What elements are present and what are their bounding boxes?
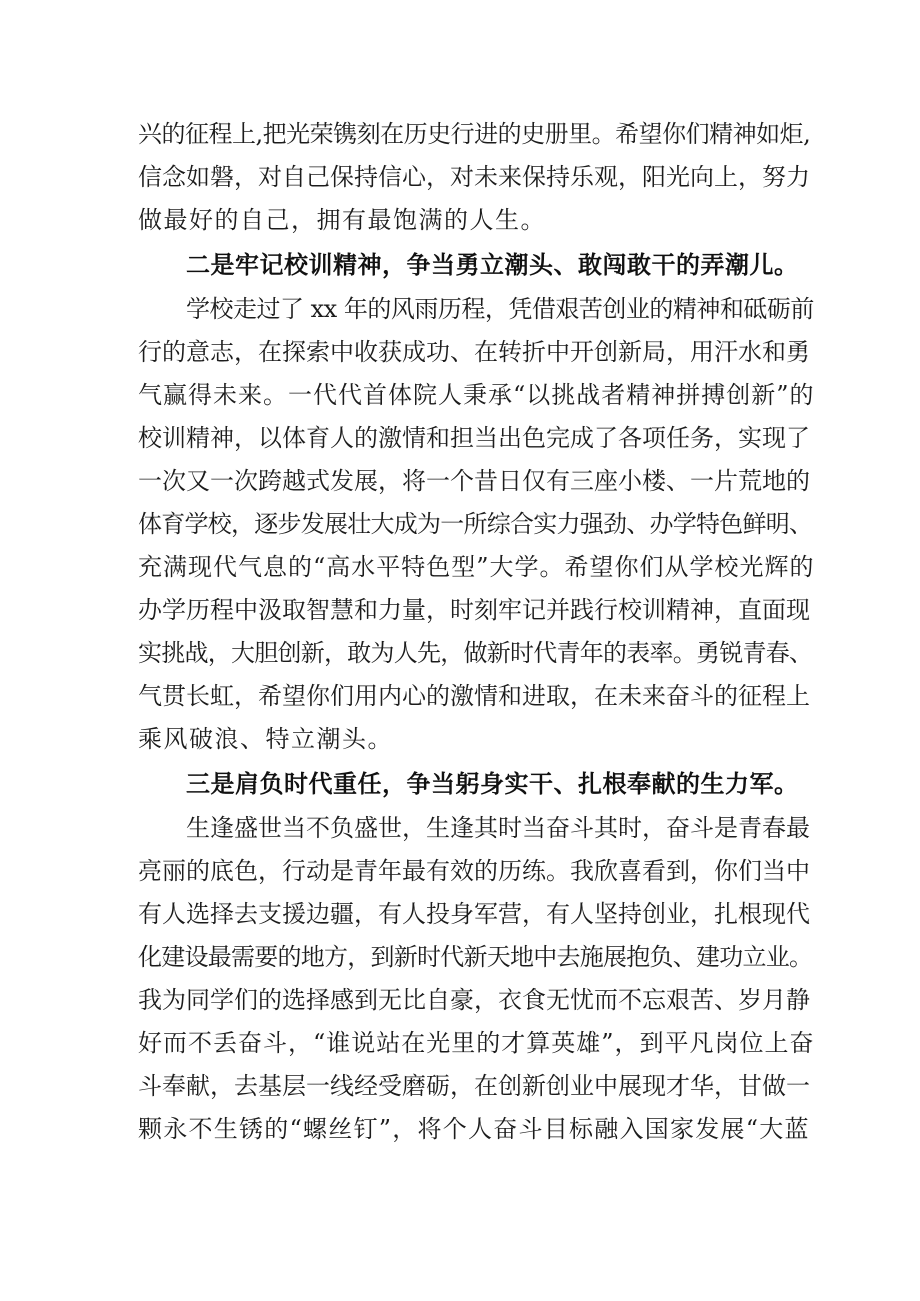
paragraph-line: 化建设最需要的地方，到新时代新天地中去施展抱负、建功立业。 (138, 943, 813, 971)
paragraph-line: 乘风破浪、特立潮头。 (138, 725, 393, 753)
paragraph-line: 信念如磐，对自己保持信心，对未来保持乐观，阳光向上，努力 (138, 163, 810, 191)
paragraph-line: 亮丽的底色，行动是青年最有效的历练。我欣喜看到，你们当中 (138, 857, 810, 885)
paragraph-line: 我为同学们的选择感到无比自豪，衣食无忧而不忘艰苦、岁月静 (138, 986, 810, 1014)
paragraph-line: 好而不丢奋斗，“谁说站在光里的才算英雄”，到平凡岗位上奋 (138, 1029, 815, 1057)
paragraph-line: 实挑战，大胆创新，敢为人先，做新时代青年的表率。勇锐青春、 (138, 639, 813, 667)
paragraph-line: 斗奉献，去基层一线经受磨砺，在创新创业中展现才华，甘做一 (138, 1072, 810, 1100)
paragraph-line: 一次又一次跨越式发展，将一个昔日仅有三座小楼、一片荒地的 (138, 467, 810, 495)
paragraph-line: 做最好的自己，拥有最饱满的人生。 (138, 206, 546, 234)
paragraph-line: 体育学校，逐步发展壮大成为一所综合实力强劲、办学特色鲜明、 (138, 510, 813, 538)
section-heading-two: 二是牢记校训精神，争当勇立潮头、敢闯敢干的弄潮儿。 (186, 251, 799, 279)
paragraph-line: 有人选择去支援边疆，有人投身军营，有人坚持创业，扎根现代 (138, 900, 810, 928)
paragraph-line: 颗永不生锈的“螺丝钉”，将个人奋斗目标融入国家发展“大蓝 (138, 1115, 810, 1143)
paragraph-line: 气赢得未来。一代代首体院人秉承“以挑战者精神拼搏创新”的 (138, 381, 815, 409)
paragraph-line: 校训精神，以体育人的激情和担当出色完成了各项任务，实现了 (138, 424, 810, 452)
paragraph-line: 生逢盛世当不负盛世，生逢其时当奋斗其时，奋斗是青春最 (186, 814, 810, 842)
paragraph-line: 充满现代气息的“高水平特色型”大学。希望你们从学校光辉的 (138, 553, 815, 581)
paragraph-line: 兴的征程上,把光荣镌刻在历史行进的史册里。希望你们精神如炬, (138, 120, 811, 148)
section-heading-three: 三是肩负时代重任，争当躬身实干、扎根奉献的生力军。 (186, 770, 799, 798)
paragraph-line: 办学历程中汲取智慧和力量，时刻牢记并践行校训精神，直面现 (138, 596, 810, 624)
paragraph-line: 学校走过了 xx 年的风雨历程，凭借艰苦创业的精神和砥砺前 (186, 295, 814, 323)
paragraph-line: 气贯长虹，希望你们用内心的激情和进取，在未来奋斗的征程上 (138, 682, 810, 710)
paragraph-line: 行的意志，在探索中收获成功、在转折中开创新局，用汗水和勇 (138, 338, 810, 366)
